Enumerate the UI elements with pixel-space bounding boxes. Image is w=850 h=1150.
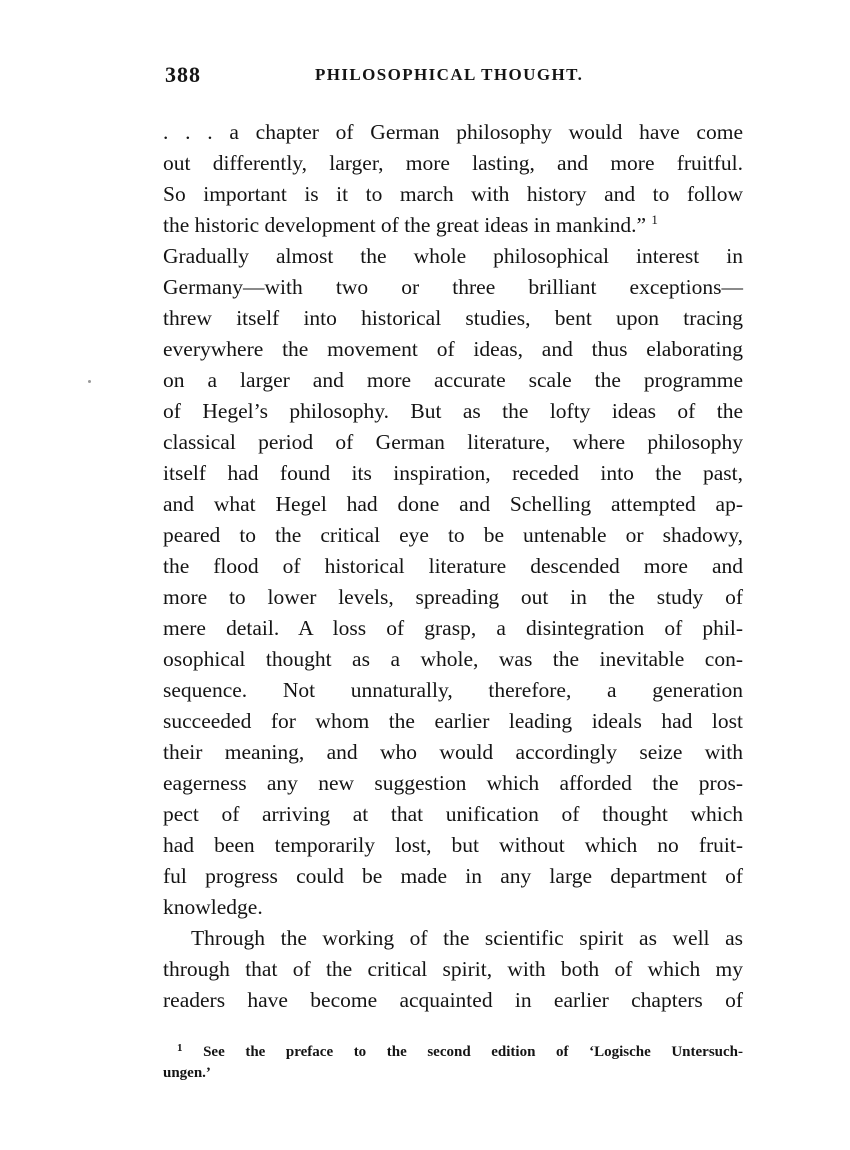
text-line: their meaning, and who would accordingly seize with bbox=[163, 740, 743, 764]
text-line: had been temporarily lost, but without which no fruit- bbox=[163, 833, 743, 857]
text-line: peared to the critical eye to be untenable or shadowy, bbox=[163, 523, 743, 547]
text-line: Germany—with two or three brilliant exceptions— bbox=[163, 275, 743, 299]
footnote-line bbox=[163, 1042, 743, 1063]
text-line: ful progress could be made in any large department of bbox=[163, 864, 743, 888]
text-line: threw itself into historical studies, bent upon tracing bbox=[163, 306, 743, 330]
footnote-reference: 1 bbox=[651, 212, 658, 227]
text-line: readers have become acquainted in earlier chapters of bbox=[163, 988, 743, 1012]
text-line: classical period of German literature, where philosophy bbox=[163, 430, 743, 454]
text-line: of Hegel’s philosophy. But as the lofty ideas of the bbox=[163, 399, 743, 423]
text-line: Gradually almost the whole philosophical interest in bbox=[163, 244, 743, 268]
text-line: more to lower levels, spreading out in the study of bbox=[163, 585, 743, 609]
running-head: PHILOSOPHICAL THOUGHT. bbox=[315, 65, 584, 84]
text-line: everywhere the movement of ideas, and thus elaborating bbox=[163, 337, 743, 361]
body-text bbox=[163, 117, 743, 1016]
text-line: knowledge. bbox=[163, 895, 263, 919]
footnote bbox=[163, 1042, 743, 1084]
footnote-text: See the preface to the second edition of ‘Logische Untersuch- bbox=[203, 1044, 744, 1060]
text-line: on a larger and more accurate scale the programme bbox=[163, 368, 743, 392]
text-line: eagerness any new suggestion which afforded the pros- bbox=[163, 771, 743, 795]
text-line: out differently, larger, more lasting, and more fruitful. bbox=[163, 151, 743, 175]
text-line: the historic development of the great ideas in mankind.” bbox=[163, 213, 647, 237]
page-header bbox=[163, 62, 743, 92]
text-line: osophical thought as a whole, was the inevitable con- bbox=[163, 647, 743, 671]
text-line: succeeded for whom the earlier leading ideals had lost bbox=[163, 709, 743, 733]
text-line: pect of arriving at that unification of thought which bbox=[163, 802, 743, 826]
text-line: and what Hegel had done and Schelling attempted ap- bbox=[163, 492, 743, 516]
scan-speck bbox=[88, 380, 91, 383]
footnote-mark: 1 bbox=[177, 1042, 183, 1054]
page-number: 388 bbox=[165, 62, 201, 87]
text-line: mere detail. A loss of grasp, a disintegration of phil- bbox=[163, 616, 743, 640]
text-line: through that of the critical spirit, with both of which my bbox=[163, 957, 743, 981]
text-line: So important is it to march with history and to follow bbox=[163, 182, 743, 206]
text-line: the flood of historical literature descended more and bbox=[163, 554, 743, 578]
paragraph-start-line: Through the working of the scientific spirit as well as bbox=[191, 926, 743, 950]
text-line: . . . a chapter of German philosophy would have come bbox=[163, 120, 743, 144]
text-line-with-footnote-ref bbox=[163, 210, 743, 241]
text-line: itself had found its inspiration, receded into the past, bbox=[163, 461, 743, 485]
footnote-line: ungen.’ bbox=[163, 1065, 211, 1081]
text-line: sequence. Not unnaturally, therefore, a generation bbox=[163, 678, 743, 702]
